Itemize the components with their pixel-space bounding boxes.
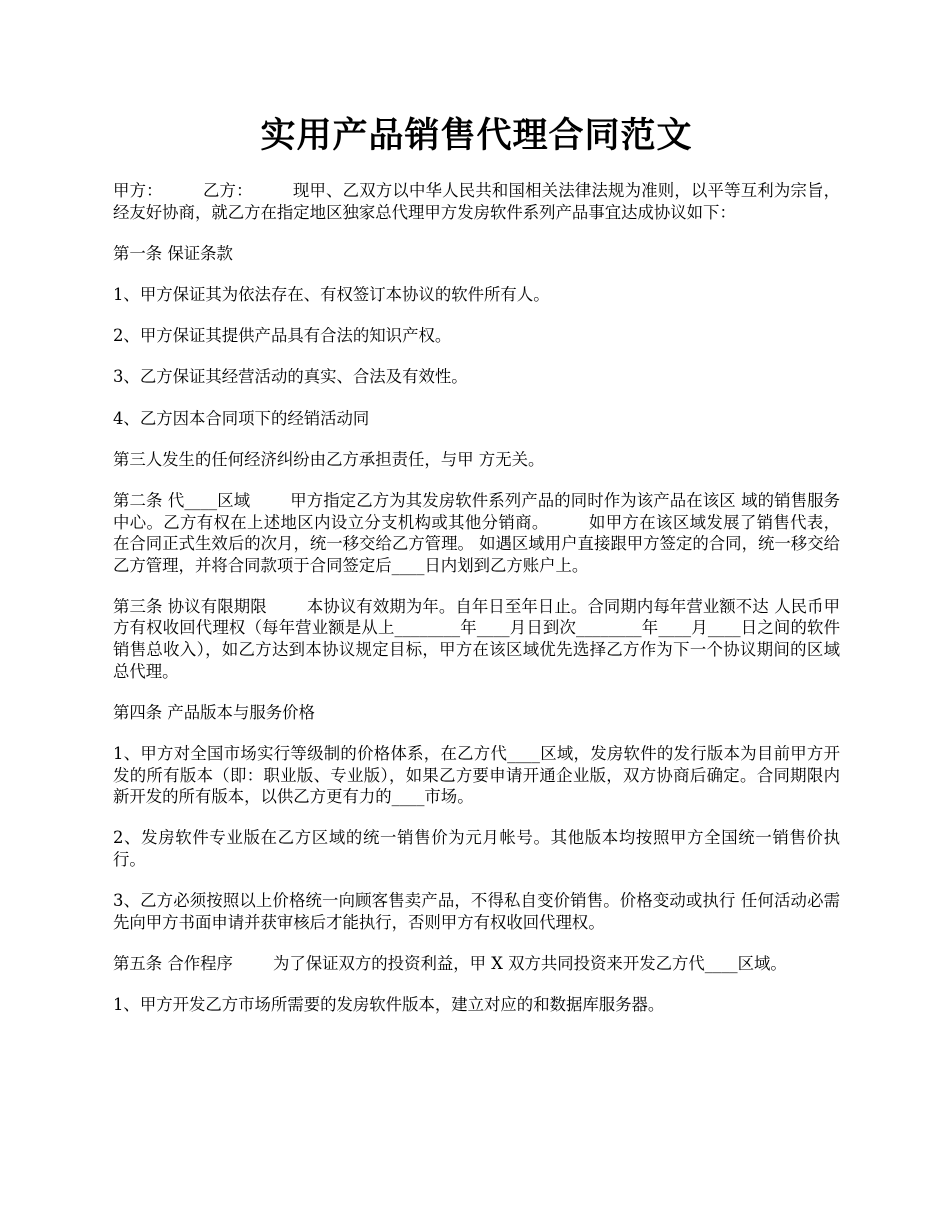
party-a-label: 甲方： — [113, 181, 163, 200]
article-4-heading: 第四条 产品版本与服务价格 — [113, 702, 315, 722]
article-5-text: 为了保证双方的投资利益，甲 X 双方共同投资来开发乙方代____区域。 — [272, 953, 787, 973]
article-2-paragraph — [113, 490, 840, 576]
article-4-clause-2: 2、发房软件专业版在乙方区域的统一销售价为元月帐号。其他版本均按照甲方全国统一销售价执行。 — [113, 828, 840, 869]
article-2-text-part-1: 甲方指定乙方为其发房软件系列产品的同时作为该产品在该区 域的销售服务中心。乙方有权在上述地区内设立分支机构或其他分销商。 — [113, 490, 840, 532]
article-5-clause-1: 1、甲方开发乙方市场所需要的发房软件版本，建立对应的和数据库服务器。 — [113, 995, 665, 1015]
article-2-heading: 第二条 代____区域 — [113, 490, 251, 510]
document-title: 实用产品销售代理合同范文 — [260, 115, 693, 156]
article-1-clause-4-continued: 第三人发生的任何经济纠纷由乙方承担责任，与甲 方无关。 — [113, 449, 545, 469]
article-3-text: 本协议有效期为年。自年日至年日止。合同期内每年营业额不达 人民币甲方有权收回代理权（每年营业额是从上________年____月日到次________年____月____日之间的软件销售总收入），如乙方达到本协议规定目标，甲方在该区域优先选择乙方作为下一个协议期间的区域总代理。 — [113, 596, 840, 681]
article-4-clause-3: 3、乙方必须按照以上价格统一向顾客售卖产品，不得私自变价销售。价格变动或执行 任何活动必需先向甲方书面申请并获审核后才能执行，否则甲方有权收回代理权。 — [113, 891, 840, 932]
document-body — [113, 180, 840, 1035]
article-1-clause-1: 1、甲方保证其为依法存在、有权签订本协议的软件所有人。 — [113, 284, 550, 304]
article-1-heading: 第一条 保证条款 — [113, 243, 233, 263]
article-3-heading: 第三条 协议有限期限 — [113, 596, 267, 616]
article-5-paragraph — [113, 953, 840, 975]
article-2-text-part-2: 如甲方在该区域发展了销售代表，在合同正式生效后的次月，统一移交给乙方管理。 如遇区域用户直接跟甲方签定的合同，统一移交给乙方管理，并将合同款项于合同签定后____日内划到乙方账户上。 — [113, 512, 841, 575]
article-1-clause-3: 3、乙方保证其经营活动的真实、合法及有效性。 — [113, 367, 468, 387]
article-5-heading: 第五条 合作程序 — [113, 953, 233, 973]
intro-text: 现甲、乙双方以中华人民共和国相关法律法规为准则，以平等互利为宗旨，经友好协商，就乙方在指定地区独家总代理甲方发房软件系列产品事宜达成协议如下： — [113, 181, 841, 222]
article-3-paragraph — [113, 596, 840, 682]
article-1-clause-2: 2、甲方保证其提供产品具有合法的知识产权。 — [113, 326, 452, 346]
intro-paragraph — [113, 180, 840, 223]
article-4-clause-1: 1、甲方对全国市场实行等级制的价格体系，在乙方代____区域，发房软件的发行版本为目前甲方开发的所有版本（即：职业版、专业版），如果乙方要申请开通企业版，双方协商后确定。合同期限内新开发的所有版本，以供乙方更有力的____市场。 — [113, 744, 840, 807]
article-1-clause-4: 4、乙方因本合同项下的经销活动同 — [113, 408, 370, 428]
party-b-label: 乙方： — [202, 181, 253, 200]
